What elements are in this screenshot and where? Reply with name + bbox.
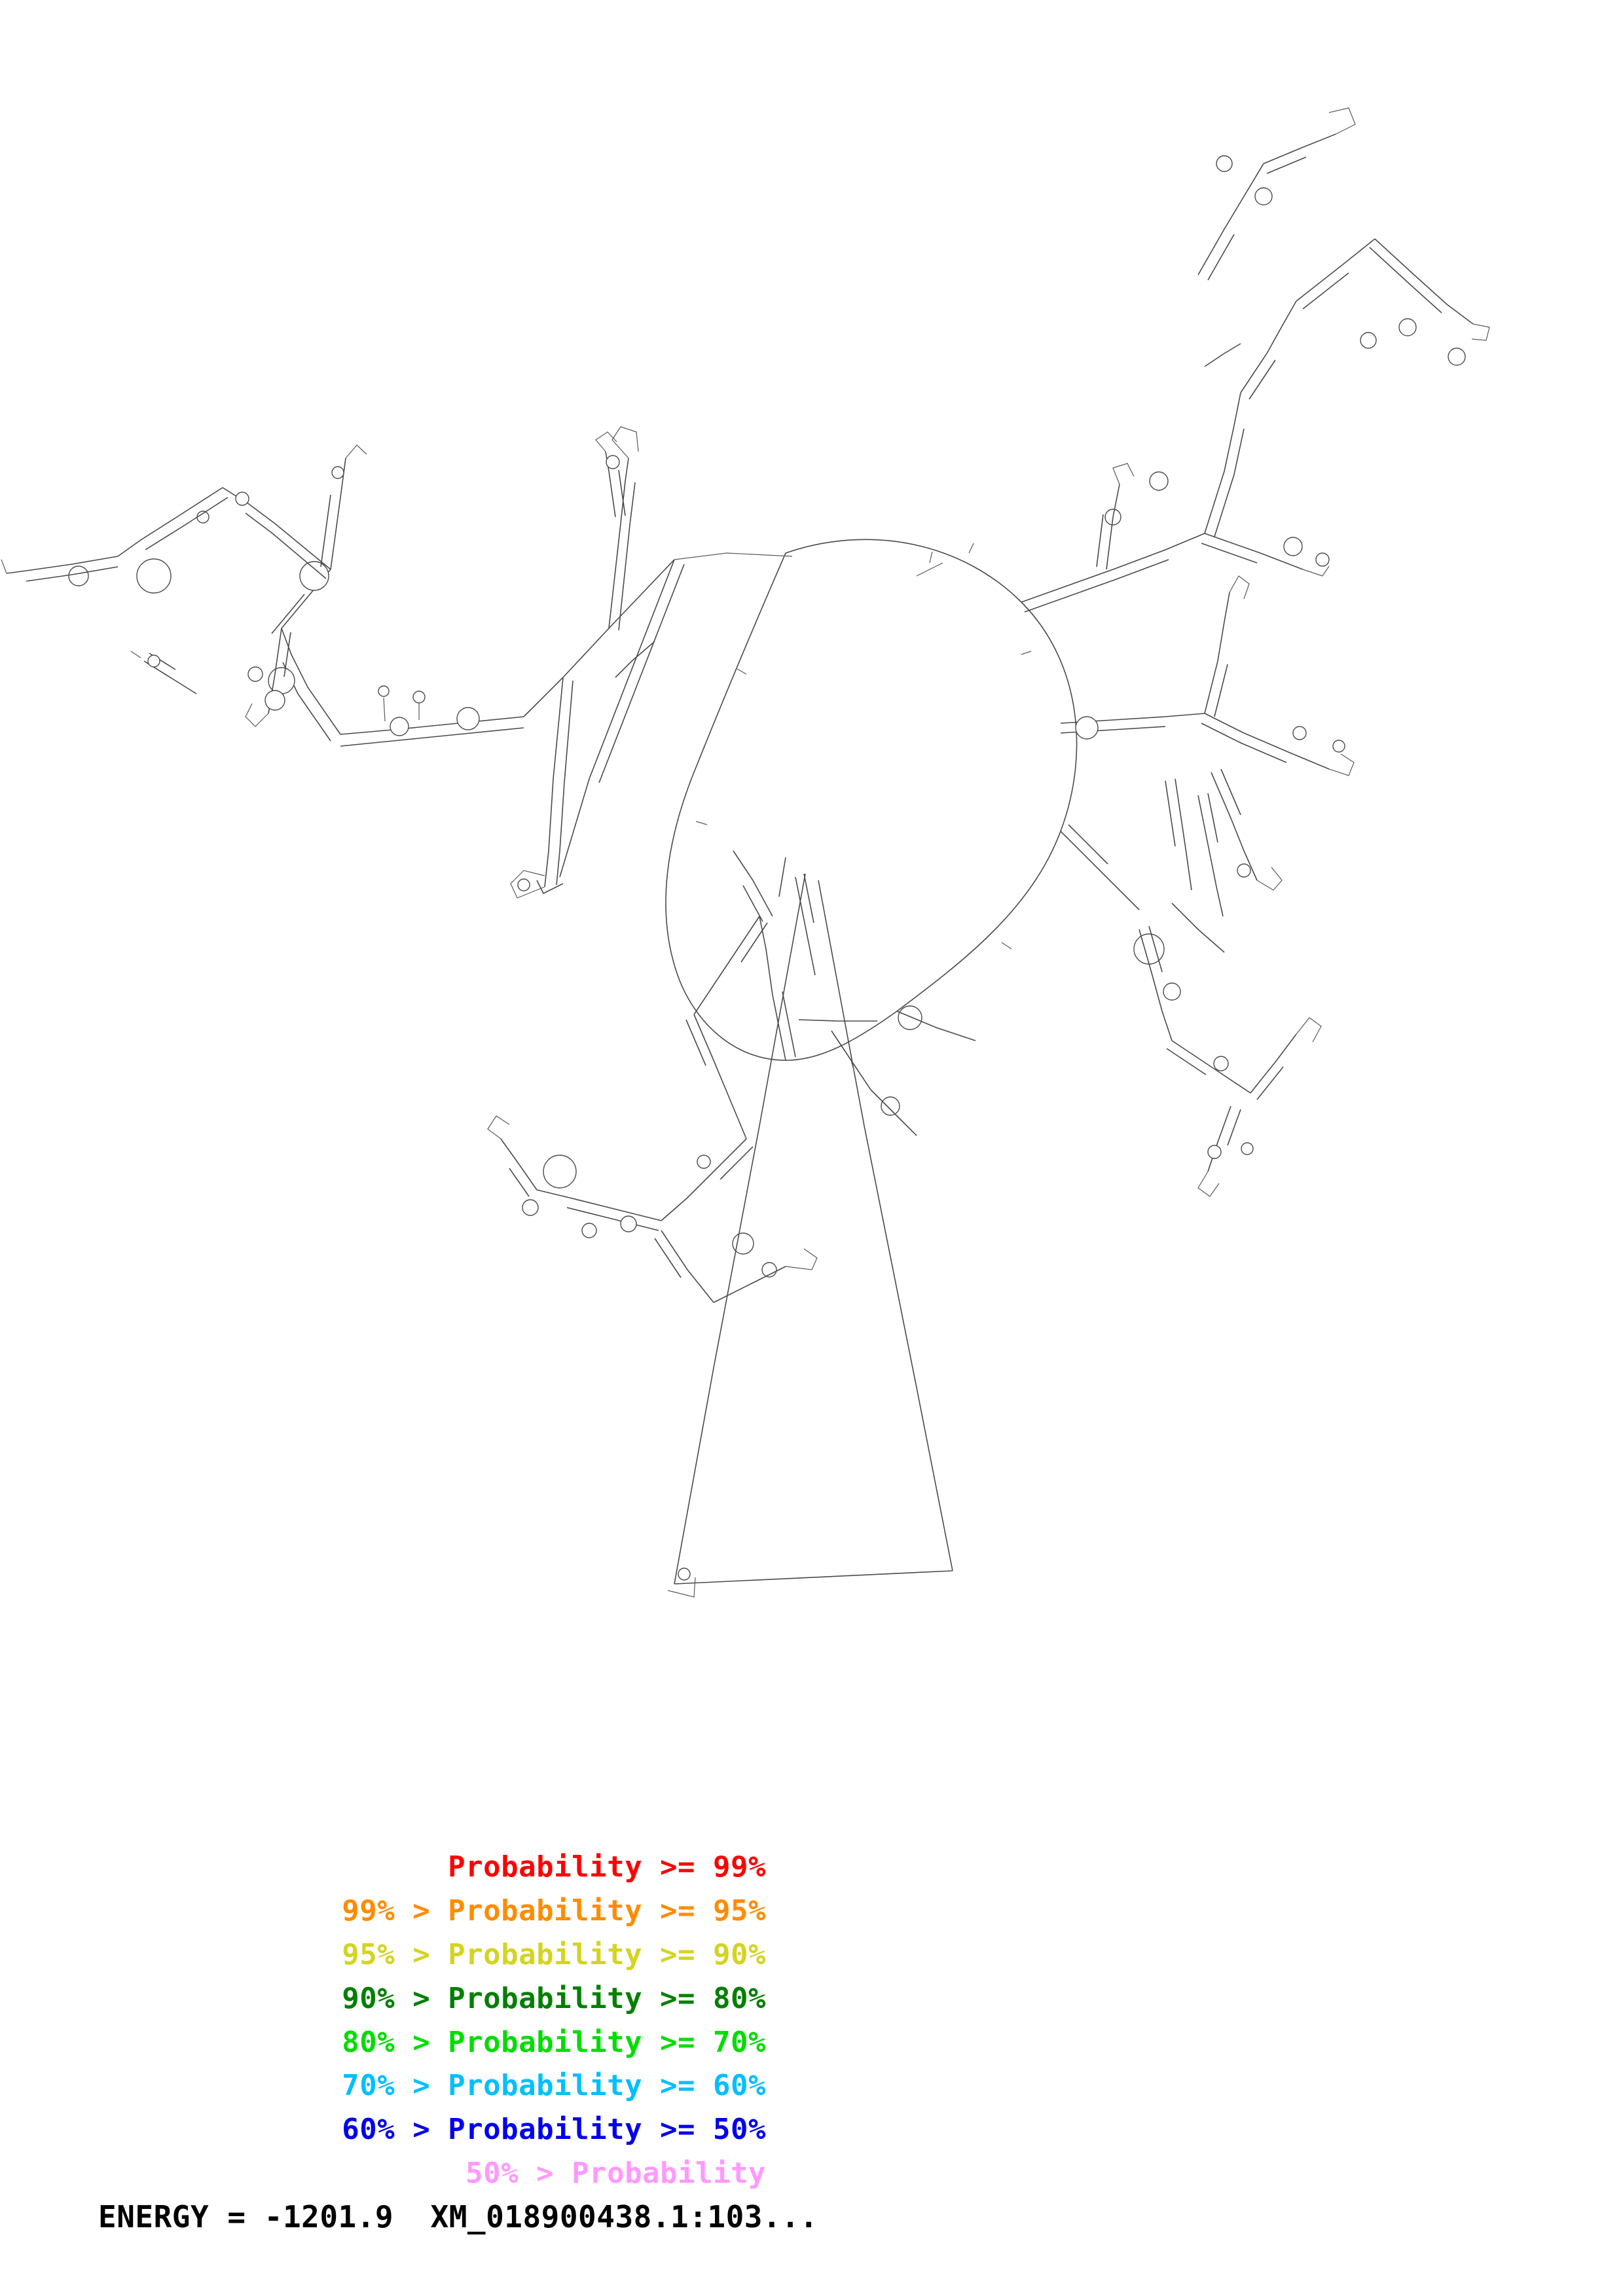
legend-row: 80% > Probability >= 70% [342, 2025, 766, 2059]
legend-row: 99% > Probability >= 95% [342, 1893, 766, 1928]
rna-backbone-main-loop [666, 539, 1077, 1060]
rna-branch-lower-center [488, 851, 953, 1597]
energy-and-sequence-label: ENERGY = -1201.9 XM_018900438.1:103... [98, 2199, 818, 2234]
legend-row: 70% > Probability >= 60% [342, 2069, 766, 2103]
legend-row: 60% > Probability >= 50% [342, 2113, 766, 2147]
rna-branch-right [1061, 576, 1354, 1196]
rna-branch-upper-right [1021, 108, 1489, 612]
legend-row: 90% > Probability >= 80% [342, 1981, 766, 2015]
rna-branch-right-lower [897, 825, 1139, 1041]
probability-legend [98, 1846, 949, 2196]
legend-row: 50% > Probability [465, 2157, 766, 2191]
rna-branch-upper-mid [518, 432, 684, 893]
rna-branch-upper-left [1, 427, 674, 898]
legend-row: 95% > Probability >= 90% [342, 1937, 766, 1971]
rna-nucleotide-ticks [696, 543, 1031, 1072]
legend-row: Probability >= 99% [448, 1850, 766, 1884]
